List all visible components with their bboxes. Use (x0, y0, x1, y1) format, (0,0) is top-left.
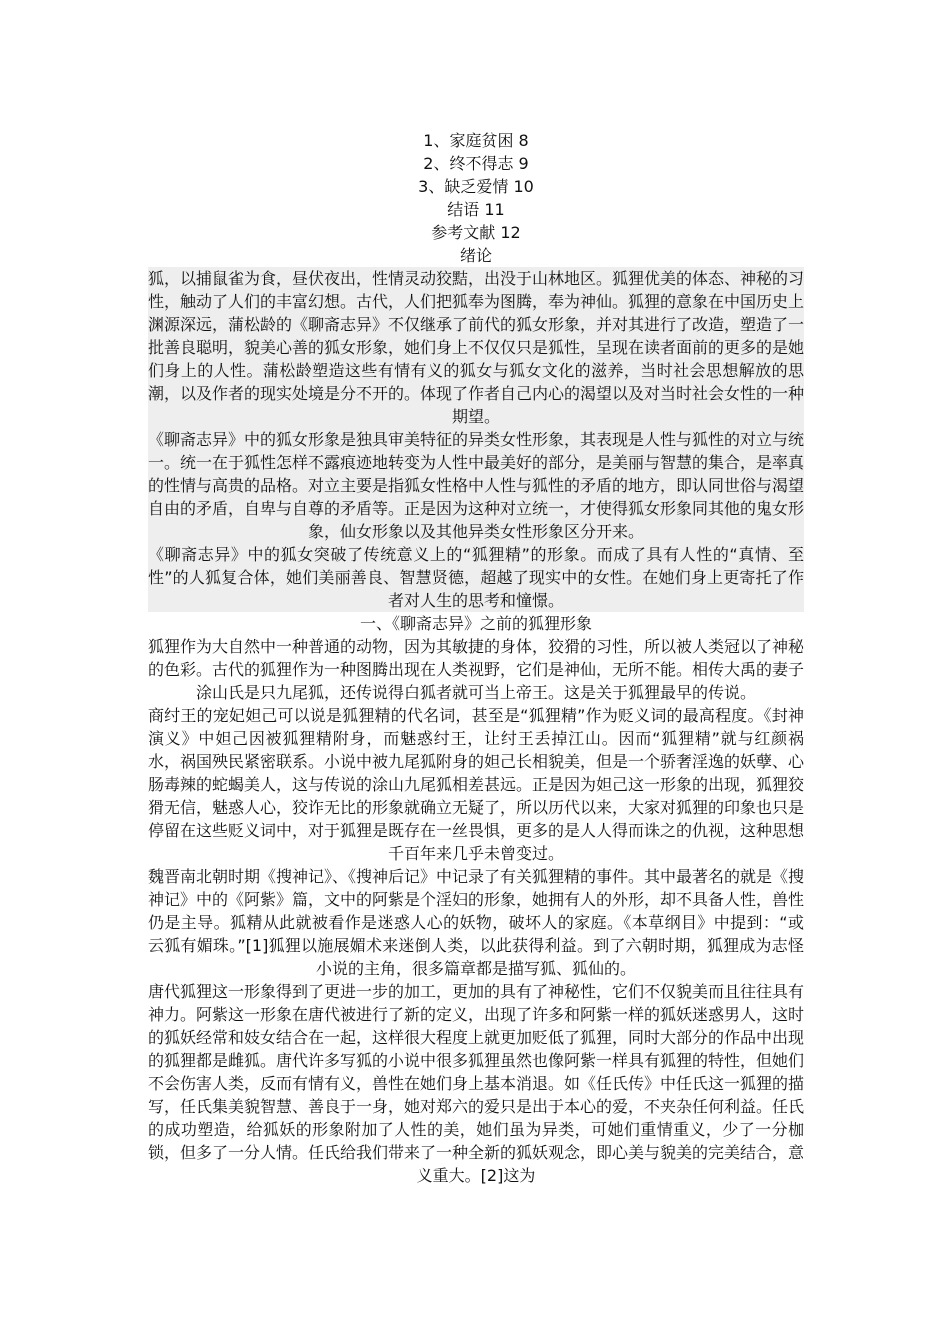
body-paragraph: 唐代狐狸这一形象得到了更进一步的加工，更加的具有了神秘性，它们不仅貌美而且往往具有神力。阿紫这一形象在唐代被进行了新的定义，出现了许多和阿紫一样的狐妖迷惑男人，这时的狐妖经常和妓女结合在一起，这样很大程度上就更加贬低了狐狸，同时大部分的作品中出现的狐狸都是雌狐。唐代许多写狐的小说中很多狐狸虽然也像阿紫一样具有狐狸的特性，但她们不会伤害人类，反而有情有义，兽性在她们身上基本消退。如《任氏传》中任氏这一狐狸的描写，任氏集美貌智慧、善良于一身，她对郑六的爱只是出于本心的爱，不夹杂任何利益。任氏的成功塑造，给狐妖的形象附加了人性的美，她们虽为异类，可她们重情重义，少了一分枷锁，但多了一分人情。任氏给我们带来了一种全新的狐妖观念，即心美与貌美的完美结合，意义重大。[2]这为 (148, 982, 805, 1185)
body-paragraph: 狐狸作为大自然中一种普通的动物，因为其敏捷的身体，狡猾的习性，所以被人类冠以了神秘的色彩。古代的狐狸作为一种图腾出现在人类视野，它们是神仙，无所不能。相传大禹的妻子涂山氏是只九尾狐，还传说得白狐者就可当上帝王。这是关于狐狸最早的传说。 (148, 637, 805, 702)
body-paragraph: 魏晋南北朝时期《搜神记》、《搜神后记》中记录了有关狐狸精的事件。其中最著名的就是《搜神记》中的《阿紫》篇，文中的阿紫是个淫妇的形象，她拥有人的外形，却不具备人性，兽性仍是主导。狐精从此就被看作是迷惑人心的妖物，破坏人的家庭。《本草纲目》中提到：“或云狐有媚珠。”[1]狐狸以施展媚术来迷倒人类，以此获得利益。到了六朝时期，狐狸成为志怪小说的主角，很多篇章都是描写狐、狐仙的。 (148, 867, 805, 978)
body-paragraph: 商纣王的宠妃妲己可以说是狐狸精的代名词，甚至是“狐狸精”作为贬义词的最高程度。《封神演义》中妲己因被狐狸精附身，而魅惑纣王，让纣王丢掉江山。因而“狐狸精”就与红颜祸水，祸国殃民紧密联系。小说中被九尾狐附身的妲己长相貌美，但是一个骄奢淫逸的妖孽、心肠毒辣的蛇蝎美人，这与传说的涂山九尾狐相差甚远。正是因为妲己这一形象的出现，狐狸狡猾无信，魅惑人心，狡诈无比的形象就确立无疑了，所以历代以来，大家对狐狸的印象也只是停留在这些贬义词中，对于狐狸是既存在一丝畏惧，更多的是人人得而诛之的仇视，这种思想千百年来几乎未曾变过。 (148, 706, 805, 863)
toc-entry-references: 参考文献 12 (431, 223, 521, 242)
intro-paragraph: 《聊斋志异》中的狐女形象是独具审美特征的异类女性形象，其表现是人性与狐性的对立与统一。统一在于狐性怎样不露痕迹地转变为人性中最美好的部分，是美丽与智慧的集合，是率真的性情与高贵的品格。对立主要是指狐女性格中人性与狐性的矛盾的地方，即认同世俗与渴望自由的矛盾，自卑与自尊的矛盾等。正是因为这种对立统一，才使得狐女形象同其他的鬼女形象，仙女形象以及其他异类女性形象区分开来。 (148, 430, 805, 541)
toc-entry-lack-of-love: 3、缺乏爱情 10 (418, 177, 534, 196)
section-heading: 一、《聊斋志异》之前的狐狸形象 (359, 614, 592, 633)
section-body (148, 635, 804, 1187)
table-of-contents (148, 129, 804, 267)
introduction-section (148, 267, 804, 612)
toc-entry-unfulfilled-ambition: 2、终不得志 9 (423, 154, 529, 173)
introduction-heading: 绪论 (459, 246, 492, 265)
toc-entry-family-poverty: 1、家庭贫困 8 (423, 131, 529, 150)
intro-paragraph: 《聊斋志异》中的狐女突破了传统意义上的“狐狸精”的形象。而成了具有人性的“真情、至性”的人狐复合体，她们美丽善良、智慧贤德，超越了现实中的女性。在她们身上更寄托了作者对人生的思考和憧憬。 (148, 545, 804, 610)
intro-paragraph: 狐，以捕鼠雀为食，昼伏夜出，性情灵动狡黠，出没于山林地区。狐狸优美的体态、神秘的习性，触动了人们的丰富幻想。古代，人们把狐奉为图腾，奉为神仙。狐狸的意象在中国历史上渊源深远，蒲松龄的《聊斋志异》不仅继承了前代的狐女形象，并对其进行了改造，塑造了一批善良聪明，貌美心善的狐女形象，她们身上不仅仅只是狐性，呈现在读者面前的更多的是她们身上的人性。蒲松龄塑造这些有情有义的狐女与狐女文化的滋养，当时社会思想解放的思潮，以及作者的现实处境是分不开的。体现了作者自己内心的渴望以及对当时社会女性的一种期望。 (148, 269, 805, 426)
toc-entry-conclusion: 结语 11 (447, 200, 505, 219)
document-page (148, 129, 804, 1187)
